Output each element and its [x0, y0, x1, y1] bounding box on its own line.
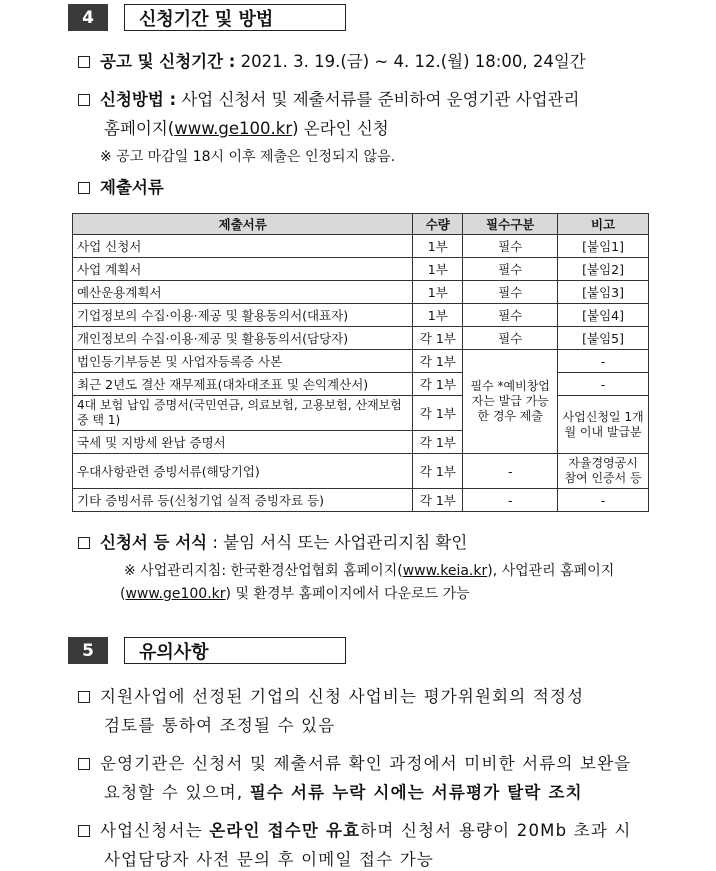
doc-cell: 우대사항관련 증빙서류(해당기업)	[73, 454, 413, 489]
col-header: 비고	[558, 214, 649, 235]
note-cell: [붙임2]	[558, 258, 649, 281]
section-title: 신청기간 및 방법	[124, 4, 346, 31]
note-cell: -	[558, 373, 649, 396]
doc-cell: 최근 2년도 결산 재무제표(대차대조표 및 손익계산서)	[73, 373, 413, 396]
note-cell: [붙임3]	[558, 281, 649, 304]
section-4-header	[68, 4, 346, 31]
table-header-row	[73, 214, 649, 235]
checkbox-icon	[78, 691, 90, 703]
method-label: 신청방법 :	[100, 90, 177, 109]
forms-text: : 붙임 서식 또는 사업관리지침 확인	[212, 533, 468, 552]
checkbox-icon	[78, 537, 90, 549]
qty-cell: 1부	[413, 235, 463, 258]
qty-cell: 각 1부	[413, 431, 463, 454]
table-row	[73, 373, 649, 396]
guideline-note-cont: (www.ge100.kr) 및 환경부 홈페이지에서 다운로드 가능	[120, 586, 470, 602]
checkbox-icon	[78, 94, 90, 106]
note2-mid: ), 사업관리 홈페이지	[487, 563, 615, 579]
docs-heading-label: 제출서류	[100, 178, 164, 197]
caution-item-cont	[104, 783, 656, 803]
table-row	[73, 235, 649, 258]
section-number: 4	[68, 4, 108, 31]
caution-bold-text: 필수 서류 누락 시에는 서류평가 탈락 조치	[249, 783, 583, 802]
checkbox-icon	[78, 825, 90, 837]
merged-note-cell: 사업신청일 1개월 이내 발급분	[558, 396, 649, 454]
note-cell: -	[558, 350, 649, 373]
caution-bold-text: 온라인 접수만 유효	[209, 821, 361, 840]
doc-cell: 국세 및 지방세 완납 증명서	[73, 431, 413, 454]
table-row	[73, 258, 649, 281]
qty-cell: 각 1부	[413, 327, 463, 350]
caution-text: 하며 신청서 용량이 20Mb 초과 시	[360, 821, 632, 840]
application-method	[78, 90, 656, 110]
caution-text: 사업신청서는	[100, 821, 210, 840]
forms-label: 신청서 등 서식	[100, 533, 208, 552]
guideline-note	[124, 562, 614, 580]
table-row	[73, 396, 649, 431]
ge100-url-link[interactable]: www.ge100.kr	[125, 586, 226, 602]
doc-cell: 법인등기부등본 및 사업자등록증 사본	[73, 350, 413, 373]
table-row	[73, 489, 649, 512]
doc-cell: 개인정보의 수집·이용·제공 및 활용동의서(담당자)	[73, 327, 413, 350]
qty-cell: 각 1부	[413, 454, 463, 489]
doc-cell: 사업 계획서	[73, 258, 413, 281]
doc-cell: 기타 증빙서류 등(신청기업 실적 증빙자료 등)	[73, 489, 413, 512]
col-header: 필수구분	[463, 214, 558, 235]
checkbox-icon	[78, 758, 90, 770]
section-number: 5	[68, 637, 108, 664]
doc-cell: 사업 신청서	[73, 235, 413, 258]
application-method-cont	[104, 119, 656, 139]
req-cell: -	[463, 489, 558, 512]
table-row	[73, 281, 649, 304]
keia-url-link[interactable]: www.keia.kr	[402, 563, 488, 579]
req-cell: 필수	[463, 304, 558, 327]
table-row	[73, 304, 649, 327]
caution-item-cont: 검토를 통하여 조정될 수 있음	[104, 716, 336, 735]
caution-item	[78, 821, 656, 841]
qty-cell: 1부	[413, 281, 463, 304]
req-cell: 필수	[463, 327, 558, 350]
note-cell: -	[558, 489, 649, 512]
caution-text: 운영기관은 신청서 및 제출서류 확인 과정에서 미비한 서류의 보완을	[100, 754, 632, 773]
doc-cell: 기업정보의 수집·이용·제공 및 활용동의서(대표자)	[73, 304, 413, 327]
docs-heading	[78, 178, 656, 198]
qty-cell: 각 1부	[413, 396, 463, 431]
table-row	[73, 327, 649, 350]
doc-cell: 예산운용계획서	[73, 281, 413, 304]
forms-line	[78, 533, 656, 553]
caution-item-cont: 사업담당자 사전 문의 후 이메일 접수 가능	[104, 850, 435, 869]
period-text: 2021. 3. 19.(금) ~ 4. 12.(월) 18:00, 24일간	[240, 52, 586, 71]
checkbox-icon	[78, 56, 90, 68]
note2-post: ) 및 환경부 홈페이지에서 다운로드 가능	[225, 586, 470, 602]
qty-cell: 각 1부	[413, 350, 463, 373]
period-label: 공고 및 신청기간 :	[100, 52, 236, 71]
note-cell: [붙임5]	[558, 327, 649, 350]
caution-text: 요청할 수 있으며,	[104, 783, 250, 802]
note-cell: 자율경영공시 참여 인증서 등	[558, 454, 649, 489]
method-text: 사업 신청서 및 제출서류를 준비하여 운영기관 사업관리	[181, 90, 580, 109]
qty-cell: 1부	[413, 304, 463, 327]
note-cell: [붙임4]	[558, 304, 649, 327]
section-title: 유의사항	[124, 637, 346, 664]
checkbox-icon	[78, 182, 90, 194]
caution-item	[78, 754, 656, 774]
documents-table	[72, 213, 649, 512]
method-text-2a: 홈페이지(	[104, 119, 175, 138]
caution-text: 지원사업에 선정된 기업의 신청 사업비는 평가위원회의 적정성	[100, 687, 585, 706]
deadline-note: ※ 공고 마감일 18시 이후 제출은 인정되지 않음.	[100, 149, 396, 165]
note2-pre: ※ 사업관리지침: 한국환경산업협회 홈페이지(	[124, 563, 403, 579]
application-period	[78, 52, 656, 72]
note-cell: [붙임1]	[558, 235, 649, 258]
table-row	[73, 454, 649, 489]
table-row	[73, 350, 649, 373]
qty-cell: 각 1부	[413, 489, 463, 512]
col-header: 수량	[413, 214, 463, 235]
merged-req-cell: 필수 *예비창업자는 발급 가능한 경우 제출	[463, 350, 558, 454]
req-cell: 필수	[463, 258, 558, 281]
qty-cell: 각 1부	[413, 373, 463, 396]
caution-item	[78, 687, 656, 707]
method-text-2b: ) 온라인 신청	[292, 119, 389, 138]
section-5-header	[68, 637, 346, 664]
req-cell: -	[463, 454, 558, 489]
method-url-link[interactable]: www.ge100.kr	[174, 119, 293, 138]
col-header: 제출서류	[73, 214, 413, 235]
qty-cell: 1부	[413, 258, 463, 281]
req-cell: 필수	[463, 235, 558, 258]
req-cell: 필수	[463, 281, 558, 304]
doc-cell: 4대 보험 납입 증명서(국민연금, 의료보험, 고용보험, 산재보험 중 택 1)	[73, 396, 413, 431]
